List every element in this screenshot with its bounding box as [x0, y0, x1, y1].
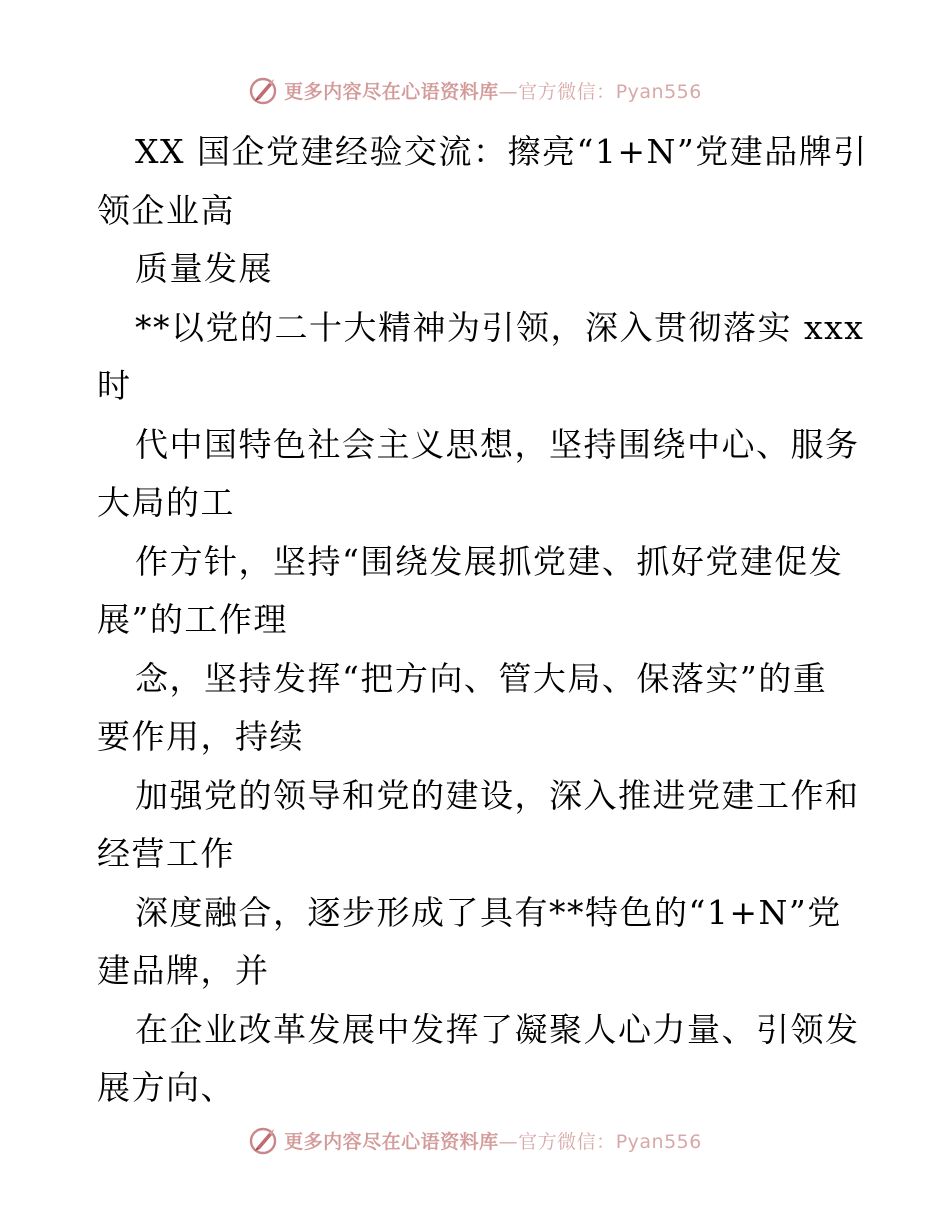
- watermark-group: [248, 1125, 702, 1155]
- document-line: 念，坚持发挥“把方向、管大局、保落实”的重: [135, 658, 828, 698]
- document-line: 在企业改革发展中发挥了凝聚人心力量、引领发: [135, 1009, 860, 1049]
- watermark-banner-top: [0, 70, 950, 110]
- watermark-banner-bottom: [0, 1120, 950, 1160]
- watermark-text: [284, 1127, 702, 1154]
- watermark-brand: 更多内容尽在心语资料库: [284, 80, 499, 103]
- document-line: 时: [97, 366, 132, 405]
- watermark-wechat-id: Pyan556: [615, 80, 702, 103]
- watermark-wechat-label: 官方微信：: [518, 80, 616, 103]
- document-line: **以党的二十大精神为引领，深入贯彻落实 xxx: [135, 307, 865, 347]
- document-line: 代中国特色社会主义思想，坚持围绕中心、服务: [135, 424, 860, 464]
- watermark-dash: —: [498, 1130, 519, 1153]
- document-line: 加强党的领导和党的建设，深入推进党建工作和: [135, 775, 860, 815]
- document-line: 建品牌，并: [97, 951, 270, 990]
- document-line: 展”的工作理: [97, 600, 288, 639]
- watermark-group: [248, 75, 702, 105]
- document-line: 质量发展: [135, 249, 273, 288]
- document-line: 深度融合，逐步形成了具有**特色的“1+N”党: [135, 892, 842, 932]
- watermark-wechat-label: 官方微信：: [518, 1130, 616, 1153]
- document-body: [97, 123, 868, 1118]
- document-line: 大局的工: [97, 483, 235, 522]
- quill-pen-logo-icon: [248, 1125, 278, 1155]
- document-line: 领企业高: [97, 190, 235, 230]
- document-line: 要作用，持续: [97, 717, 304, 756]
- document-line: 作方针，坚持“围绕发展抓党建、抓好党建促发: [135, 541, 844, 581]
- document-line: XX 国企党建经验交流：擦亮“1+N”党建品牌引: [135, 132, 868, 171]
- watermark-brand: 更多内容尽在心语资料库: [284, 1130, 499, 1153]
- quill-pen-logo-icon: [248, 75, 278, 105]
- watermark-wechat-id: Pyan556: [615, 1130, 702, 1153]
- document-line: 经营工作: [97, 834, 235, 873]
- document-line: 展方向、: [97, 1068, 235, 1107]
- watermark-text: [284, 77, 702, 104]
- watermark-dash: —: [498, 80, 519, 103]
